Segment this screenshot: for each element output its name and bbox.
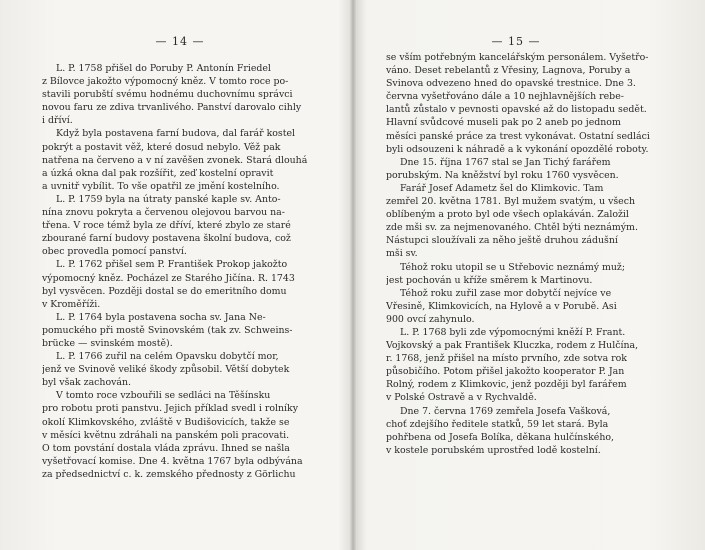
text-line: Nástupci sloužívali za něho ještě druhou zádušní (386, 235, 618, 247)
text-line: se vším potřebným kancelářským personálem. Vyšetřo- (386, 52, 649, 63)
text-line: stavili porubští svému hodnému duchovnímu správci (42, 89, 293, 101)
text-line: byli odsouzeni k náhradě a k vykonání opozdělé roboty. (386, 143, 649, 155)
text-line: Farář Josef Adametz šel do Klimkovic. Tam (400, 182, 604, 194)
text-line: zemřel 20. května 1781. Byl mužem svatým, u všech (386, 196, 636, 208)
text-line: za předsednictví c. k. zemského přednosty z Görlichu (42, 468, 296, 480)
text-line: června vyšetřováno dále a 10 nejhlavnějších rebe- (386, 91, 624, 103)
text-line: L. P. 1766 zuřil na celém Opavsku dobytčí mor, (56, 351, 279, 363)
text-line: lantů zůstalo v pevnosti opavské až do listopadu sedět. (386, 104, 647, 116)
text-line: okolí Klimkovského, zvláště v Budišovicích, takže se (42, 416, 290, 428)
text-line: zde mši sv. za nejmenovaného. Chtěl býti neznámým. (386, 222, 638, 234)
text-line: zbourané farní budovy postavena školní budova, což (42, 233, 291, 245)
text-line: jenž ve Svinově veliké škody způsobil. Větší dobytek (42, 364, 290, 376)
text-line: výpomocný kněz. Pocházel ze Starého Jičína. R. 1743 (42, 272, 295, 284)
text-line: 900 ovcí zahynulo. (386, 313, 475, 325)
text-line: pokrýt a postavit věž, které dosud nebylo. Věž pak (42, 141, 281, 153)
text-line: byl však zachován. (42, 377, 131, 389)
text-line: byl vysvěcen. Později dostal se do emeritního domu (42, 285, 287, 297)
text-line: v Kroměříži. (42, 298, 101, 310)
text-line: porubským. Na kněžství byl roku 1760 vysvěcen. (386, 169, 619, 181)
text-line: mši sv. (386, 248, 418, 260)
text-line: z Bílovce jakožto výpomocný kněz. V tomto roce po- (42, 76, 289, 88)
text-line: O tom povstání dostala vláda zprávu. Ihned se našla (42, 442, 290, 454)
left-page (0, 0, 340, 550)
text-line: i dříví. (42, 115, 73, 127)
text-line: jest pochován u kříže směrem k Martinovu. (386, 274, 593, 286)
text-line: L. P. 1759 byla na útraty panské kaple sv. Anto- (56, 193, 281, 205)
text-line: Když byla postavena farní budova, dal farář kostel (56, 128, 296, 140)
right-page (356, 0, 696, 550)
text-line: L. P. 1764 byla postavena socha sv. Jana Ne- (56, 311, 266, 323)
left-page-text (42, 62, 320, 481)
text-line: brücke — svinském mostě). (42, 337, 173, 349)
text-line: Dne 15. října 1767 stal se Jan Tichý farářem (400, 156, 611, 168)
text-line: r. 1768, jenž přišel na místo prvního, zde sotva rok (386, 353, 627, 365)
text-line: natřena na červeno a v ní zavěšen zvonek. Stará dlouhá (42, 154, 308, 166)
text-line: a uvnitř vybílit. To vše opatřil ze jmění kostelního. (42, 180, 280, 192)
text-line: Téhož roku utopil se u Střebovic neznámý muž; (400, 261, 626, 273)
text-line: v kostele porubském uprostřed lodě kostelní. (386, 444, 601, 456)
text-line: L. P. 1768 byli zde výpomocnými kněží P. Frant. (400, 326, 626, 338)
text-line: pohřbena od Josefa Bolíka, děkana hulčínského, (386, 431, 614, 443)
text-line: a úzká okna dal pak rozšířit, zeď kostelní opravit (42, 167, 274, 179)
text-line: novou faru ze zdiva trvanlivého. Panství darovalo cihly (42, 102, 302, 114)
text-line: působičího. Potom přišel jakožto kooperator P. Jan (386, 366, 625, 378)
left-page-number: — 14 — (155, 35, 205, 48)
text-line: v měsíci květnu zdráhali na panském poli pracovati. (42, 429, 290, 441)
text-line: Svinova odvezeno hned do opavské trestnice. Dne 3. (386, 78, 636, 90)
text-line: pomuckého při mostě Svinovském (tak zv. Schweins- (42, 324, 293, 336)
text-line: choť zdejšího ředitele statků, 59 let stará. Byla (386, 418, 609, 430)
text-line: pro robotu proti panstvu. Jejich příklad svedl i rolníky (42, 403, 298, 415)
text-line: Téhož roku zuřil zase mor dobytčí nejvíce ve (400, 287, 612, 299)
text-line: měsíci panské práce za trest vykonávat. Ostatní sedláci (386, 130, 650, 142)
text-line: váno. Deset rebelantů z Vřesiny, Lagnova, Poruby a (386, 65, 631, 77)
text-line: obec provedla pomocí panství. (42, 246, 187, 258)
text-line: třena. V roce témž byla ze dříví, které zbylo ze staré (42, 220, 291, 232)
right-page-text (386, 51, 671, 457)
text-line: oblíbeným a proto byl ode všech oplakáván. Založil (386, 209, 629, 221)
text-line: vyšetřovací komise. Dne 4. května 1767 byla odbývána (42, 455, 303, 467)
text-line: V tomto roce vzbouřili se sedláci na Těšínsku (56, 390, 271, 402)
text-line: Dne 7. června 1769 zemřela Josefa Vašková, (400, 405, 611, 417)
text-line: L. P. 1758 přišel do Poruby P. Antonín Friedel (56, 63, 271, 74)
right-page-number: — 15 — (491, 35, 541, 48)
text-line: Vřesině, Klimkovicích, na Hylově a v Porubě. Asi (386, 300, 617, 312)
text-line: Rolný, rodem z Klimkovic, jenž později byl farářem (386, 379, 627, 391)
text-line: nína znovu pokryta a červenou olejovou barvou na- (42, 207, 285, 219)
text-line: Hlavní svůdcové museli pak po 2 aneb po jednom (386, 117, 621, 129)
text-line: Vojkovský a pak František Kluczka, rodem z Hulčína, (386, 340, 639, 352)
text-line: L. P. 1762 přišel sem P. František Prokop jakožto (56, 259, 288, 271)
text-line: v Polské Ostravě a v Rychvaldě. (386, 392, 537, 404)
